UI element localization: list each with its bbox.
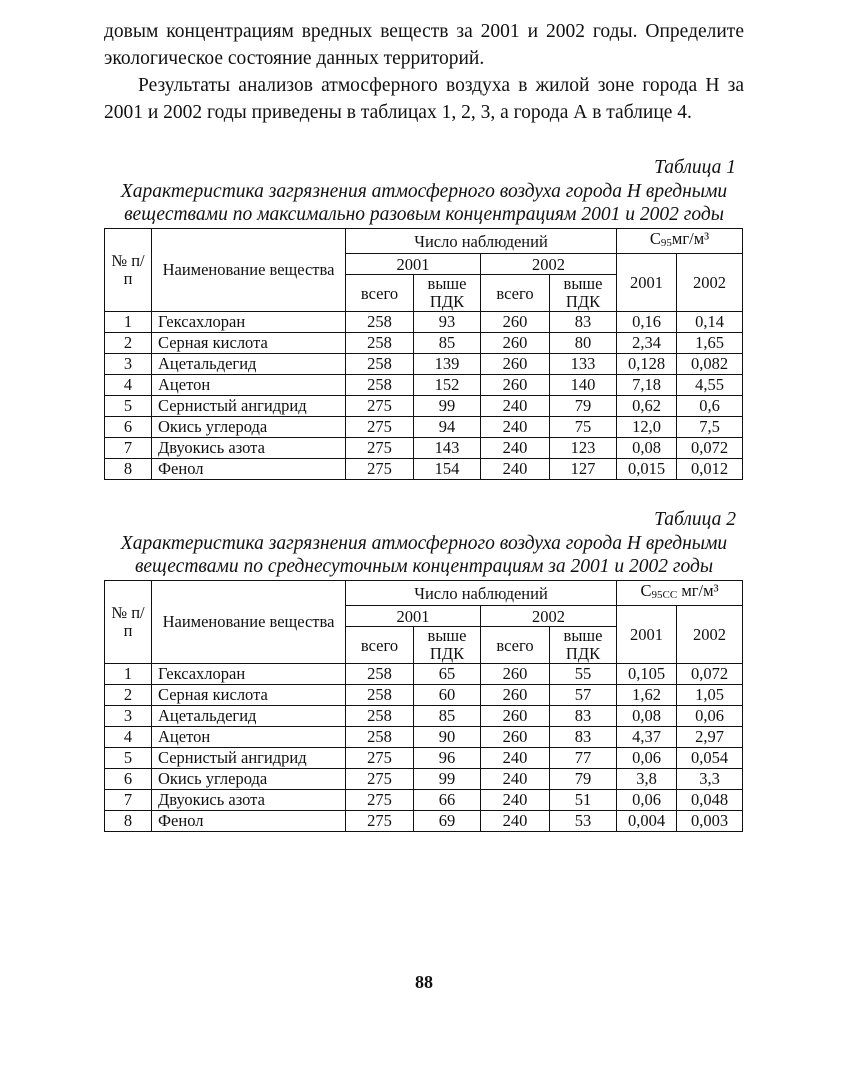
cell-above-2001: 85 [414,706,481,727]
cell-above-2001: 85 [414,333,481,354]
table-row [105,727,743,748]
cell-total-2001: 258 [346,664,414,685]
cell-conc-2002: 0,06 [677,706,743,727]
cell-conc-2001: 0,08 [617,438,677,459]
cell-above-2001: 65 [414,664,481,685]
table-row [105,375,743,396]
table-row [105,459,743,480]
cell-total-2002: 260 [481,685,550,706]
intro-paragraph-1: довым концентрациям вредных веществ за 2001 и 2002 годы. Определите экологическое состояние данных территорий. [104,21,744,69]
substance-name: Окись углерода [152,417,346,438]
cell-above-2001: 99 [414,396,481,417]
table1-conc-unit: мг/м³ [671,229,710,248]
cell-total-2002: 260 [481,354,550,375]
table2-conc-unit: мг/м³ [681,581,719,600]
cell-above-2002: 83 [550,727,617,748]
table2-conc-prefix: С [640,581,652,600]
row-num: 2 [105,685,152,706]
table1-title: Характеристика загрязнения атмосферного воздуха города Н вредными веществами по максимально разовым концентрациям 2001 и 2002 годы [120,181,728,225]
cell-above-2002: 53 [550,811,617,832]
table1-header-name: Наименование вещества [152,229,346,312]
substance-name: Гексахлоран [152,312,346,333]
cell-total-2001: 258 [346,354,414,375]
cell-above-2001: 94 [414,417,481,438]
cell-above-2002: 77 [550,748,617,769]
cell-conc-2001: 0,105 [617,664,677,685]
table2-conc-sub: 95СС [651,589,678,601]
table-row [105,396,743,417]
cell-total-2002: 240 [481,396,550,417]
cell-above-2002: 75 [550,417,617,438]
cell-above-2002: 79 [550,769,617,790]
cell-total-2001: 275 [346,417,414,438]
table-row [105,312,743,333]
cell-above-2001: 154 [414,459,481,480]
table2-header-conc-2002: 2002 [677,606,743,664]
cell-conc-2001: 0,62 [617,396,677,417]
row-num: 8 [105,459,152,480]
cell-conc-2001: 0,06 [617,748,677,769]
table1-header-num: № п/п [105,229,152,312]
cell-above-2002: 57 [550,685,617,706]
row-num: 7 [105,790,152,811]
cell-conc-2002: 1,65 [677,333,743,354]
cell-total-2001: 258 [346,706,414,727]
substance-name: Окись углерода [152,769,346,790]
cell-total-2002: 260 [481,706,550,727]
substance-name: Ацетальдегид [152,354,346,375]
cell-conc-2001: 4,37 [617,727,677,748]
cell-above-2002: 133 [550,354,617,375]
cell-total-2001: 275 [346,769,414,790]
table-row [105,685,743,706]
table1-header-above-2001: выше ПДК [414,275,481,312]
substance-name: Серная кислота [152,685,346,706]
table-row [105,417,743,438]
table-row [105,769,743,790]
cell-total-2001: 275 [346,790,414,811]
cell-total-2002: 240 [481,459,550,480]
row-num: 4 [105,727,152,748]
cell-total-2002: 240 [481,748,550,769]
intro-paragraph-2: Результаты анализов атмосферного воздуха в жилой зоне города Н за 2001 и 2002 годы приведены в таблицах 1, 2, 3, а города А в таблице 4. [104,75,744,123]
substance-name: Серная кислота [152,333,346,354]
table-row [105,664,743,685]
cell-above-2001: 152 [414,375,481,396]
table1-header-above-2002: выше ПДК [550,275,617,312]
cell-conc-2002: 2,97 [677,727,743,748]
row-num: 3 [105,354,152,375]
substance-name: Гексахлоран [152,664,346,685]
cell-conc-2002: 7,5 [677,417,743,438]
cell-conc-2002: 0,048 [677,790,743,811]
table2-header-name: Наименование вещества [152,581,346,664]
cell-total-2001: 258 [346,333,414,354]
document-page [104,18,744,832]
row-num: 6 [105,417,152,438]
cell-conc-2001: 0,16 [617,312,677,333]
table2-label: Таблица 2 [654,509,736,530]
row-num: 5 [105,396,152,417]
cell-above-2001: 66 [414,790,481,811]
cell-conc-2002: 0,054 [677,748,743,769]
cell-above-2001: 96 [414,748,481,769]
cell-total-2002: 260 [481,312,550,333]
cell-total-2001: 275 [346,811,414,832]
cell-total-2002: 240 [481,438,550,459]
cell-conc-2002: 0,14 [677,312,743,333]
table2-header-observations: Число наблюдений [346,581,617,606]
table1-header-conc-2001: 2001 [617,254,677,312]
cell-total-2002: 240 [481,790,550,811]
cell-conc-2002: 0,012 [677,459,743,480]
cell-above-2002: 79 [550,396,617,417]
cell-conc-2002: 0,6 [677,396,743,417]
page-number: 88 [415,972,433,992]
cell-total-2001: 275 [346,396,414,417]
cell-total-2002: 240 [481,811,550,832]
row-num: 7 [105,438,152,459]
cell-conc-2002: 4,55 [677,375,743,396]
cell-above-2001: 99 [414,769,481,790]
table1-header-year-2002: 2002 [481,254,617,275]
table2-header-conc-2001: 2001 [617,606,677,664]
cell-conc-2001: 7,18 [617,375,677,396]
table1-header-total-2002: всего [481,275,550,312]
cell-above-2002: 83 [550,312,617,333]
table2-header-concentration [617,581,743,606]
table-row [105,706,743,727]
row-num: 1 [105,312,152,333]
cell-conc-2001: 0,015 [617,459,677,480]
cell-above-2001: 143 [414,438,481,459]
cell-total-2001: 275 [346,459,414,480]
substance-name: Фенол [152,811,346,832]
cell-total-2001: 275 [346,438,414,459]
cell-total-2002: 260 [481,375,550,396]
table2-header-year-2001: 2001 [346,606,481,627]
table1-header-year-2001: 2001 [346,254,481,275]
cell-total-2001: 275 [346,748,414,769]
cell-above-2001: 60 [414,685,481,706]
table2 [104,580,743,832]
cell-conc-2001: 0,06 [617,790,677,811]
table1-header-concentration [617,229,743,254]
cell-above-2001: 93 [414,312,481,333]
cell-conc-2001: 0,004 [617,811,677,832]
row-num: 6 [105,769,152,790]
cell-total-2002: 240 [481,417,550,438]
cell-above-2002: 127 [550,459,617,480]
cell-above-2002: 51 [550,790,617,811]
row-num: 8 [105,811,152,832]
substance-name: Двуокись азота [152,790,346,811]
row-num: 2 [105,333,152,354]
cell-conc-2001: 2,34 [617,333,677,354]
table1-conc-prefix: С [649,229,661,248]
table-row [105,748,743,769]
table2-header-above-2002: выше ПДК [550,627,617,664]
cell-total-2001: 258 [346,727,414,748]
cell-conc-2002: 0,072 [677,664,743,685]
table-row [105,811,743,832]
row-num: 4 [105,375,152,396]
cell-conc-2002: 3,3 [677,769,743,790]
cell-total-2002: 260 [481,333,550,354]
table2-header-above-2001: выше ПДК [414,627,481,664]
cell-total-2001: 258 [346,375,414,396]
cell-total-2001: 258 [346,312,414,333]
table2-header-num: № п/п [105,581,152,664]
cell-above-2001: 90 [414,727,481,748]
cell-conc-2001: 1,62 [617,685,677,706]
table-row [105,333,743,354]
substance-name: Сернистый ангидрид [152,748,346,769]
row-num: 1 [105,664,152,685]
cell-conc-2002: 1,05 [677,685,743,706]
table2-header-year-2002: 2002 [481,606,617,627]
cell-above-2001: 69 [414,811,481,832]
cell-conc-2001: 3,8 [617,769,677,790]
cell-above-2002: 123 [550,438,617,459]
cell-total-2002: 240 [481,769,550,790]
substance-name: Ацетальдегид [152,706,346,727]
table2-header-total-2001: всего [346,627,414,664]
cell-above-2002: 83 [550,706,617,727]
substance-name: Ацетон [152,727,346,748]
cell-above-2002: 55 [550,664,617,685]
cell-total-2002: 260 [481,727,550,748]
cell-conc-2001: 12,0 [617,417,677,438]
substance-name: Фенол [152,459,346,480]
cell-conc-2002: 0,072 [677,438,743,459]
substance-name: Ацетон [152,375,346,396]
table1-header-total-2001: всего [346,275,414,312]
cell-total-2001: 258 [346,685,414,706]
cell-above-2002: 80 [550,333,617,354]
cell-conc-2001: 0,128 [617,354,677,375]
table1-label: Таблица 1 [654,157,736,178]
cell-above-2002: 140 [550,375,617,396]
cell-conc-2002: 0,003 [677,811,743,832]
table1-header-observations: Число наблюдений [346,229,617,254]
table-row [105,790,743,811]
table-row [105,438,743,459]
cell-conc-2002: 0,082 [677,354,743,375]
table1 [104,228,743,480]
row-num: 5 [105,748,152,769]
table1-header-conc-2002: 2002 [677,254,743,312]
substance-name: Двуокись азота [152,438,346,459]
cell-total-2002: 260 [481,664,550,685]
table-row [105,354,743,375]
cell-conc-2001: 0,08 [617,706,677,727]
substance-name: Сернистый ангидрид [152,396,346,417]
row-num: 3 [105,706,152,727]
table2-header-total-2002: всего [481,627,550,664]
table1-conc-sub: 95 [660,237,672,249]
table2-title: Характеристика загрязнения атмосферного воздуха города Н вредными веществами по среднесуточным концентрациям за 2001 и 2002 годы [120,533,728,577]
cell-above-2001: 139 [414,354,481,375]
